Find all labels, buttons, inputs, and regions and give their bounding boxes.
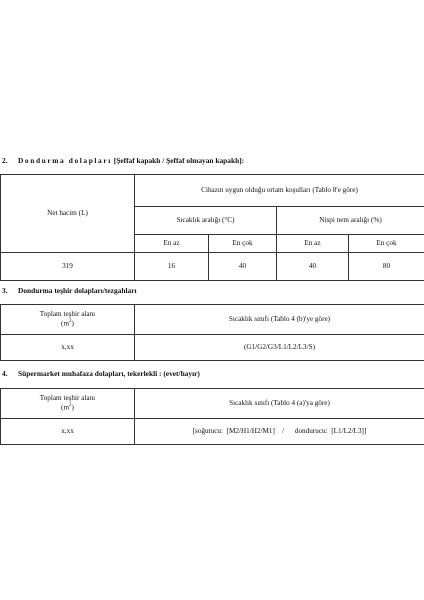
section-3-number: 3.: [2, 286, 8, 295]
display-area-unit: (m: [61, 319, 70, 328]
section-2-number: 2.: [2, 156, 8, 165]
display-area-header: [1, 305, 135, 335]
humidity-min-header: En az: [277, 235, 349, 253]
display-area-value: x,xx: [1, 419, 135, 445]
section-3-heading: [2, 286, 137, 295]
ambient-conditions-header: Cihazın uygun olduğu ortam koşulları (Tablo 8'e göre): [135, 175, 424, 207]
display-area-label: Toplam teşhir alanı: [39, 310, 96, 319]
net-volume-value: 319: [1, 253, 135, 281]
display-area-unit-sup: 2: [69, 403, 72, 409]
section-2-title: Dondurma dolapları: [18, 156, 112, 165]
humidity-max-header: En çok: [349, 235, 424, 253]
display-area-value: x,xx: [1, 335, 135, 361]
section-2-heading: [2, 156, 244, 165]
section-4-table: [0, 388, 424, 445]
section-3-title: Dondurma teşhir dolapları/tezgahları: [18, 286, 137, 295]
humidity-max-value: 80: [349, 253, 424, 281]
section-2-title-rest: [Şeffaf kapaklı / Şeffaf olmayan kapaklı]:: [113, 156, 245, 165]
temperature-class-value: (G1/G2/G3/L1/L2/L3/S): [135, 335, 424, 361]
net-volume-header: Net hacim (L): [1, 175, 135, 253]
temperature-range-header: Sıcaklık aralığı (°C): [135, 207, 277, 235]
temp-min-value: 16: [135, 253, 209, 281]
humidity-range-header: Nispi nem aralığı (%): [277, 207, 424, 235]
display-area-unit-sup: 2: [69, 319, 72, 325]
section-4-number: 4.: [2, 369, 8, 378]
temp-max-header: En çok: [209, 235, 277, 253]
temp-max-value: 40: [209, 253, 277, 281]
display-area-header: [1, 389, 135, 419]
section-4-title: Süpermarket muhafaza dolapları, tekerlekli : (evet/hayır): [18, 369, 200, 378]
humidity-min-value: 40: [277, 253, 349, 281]
display-area-unit: (m: [61, 403, 70, 412]
display-area-label: Toplam teşhir alanı: [39, 394, 96, 403]
temperature-class-header: Sıcaklık sınıfı (Tablo 4 (b)'ye göre): [135, 305, 424, 335]
temp-min-header: En az: [135, 235, 209, 253]
section-3-table: [0, 304, 424, 361]
section-4-heading: [2, 369, 200, 378]
section-2-table: [0, 174, 424, 281]
display-area-unit-close: ): [71, 403, 74, 412]
temperature-class-value: [soğutucu: [M2/H1/H2/M1] / dondurucu: [L1/L2/L3]]: [135, 419, 424, 445]
temperature-class-header: Sıcaklık sınıfı (Tablo 4 (a)'ya göre): [135, 389, 424, 419]
display-area-unit-close: ): [71, 319, 74, 328]
